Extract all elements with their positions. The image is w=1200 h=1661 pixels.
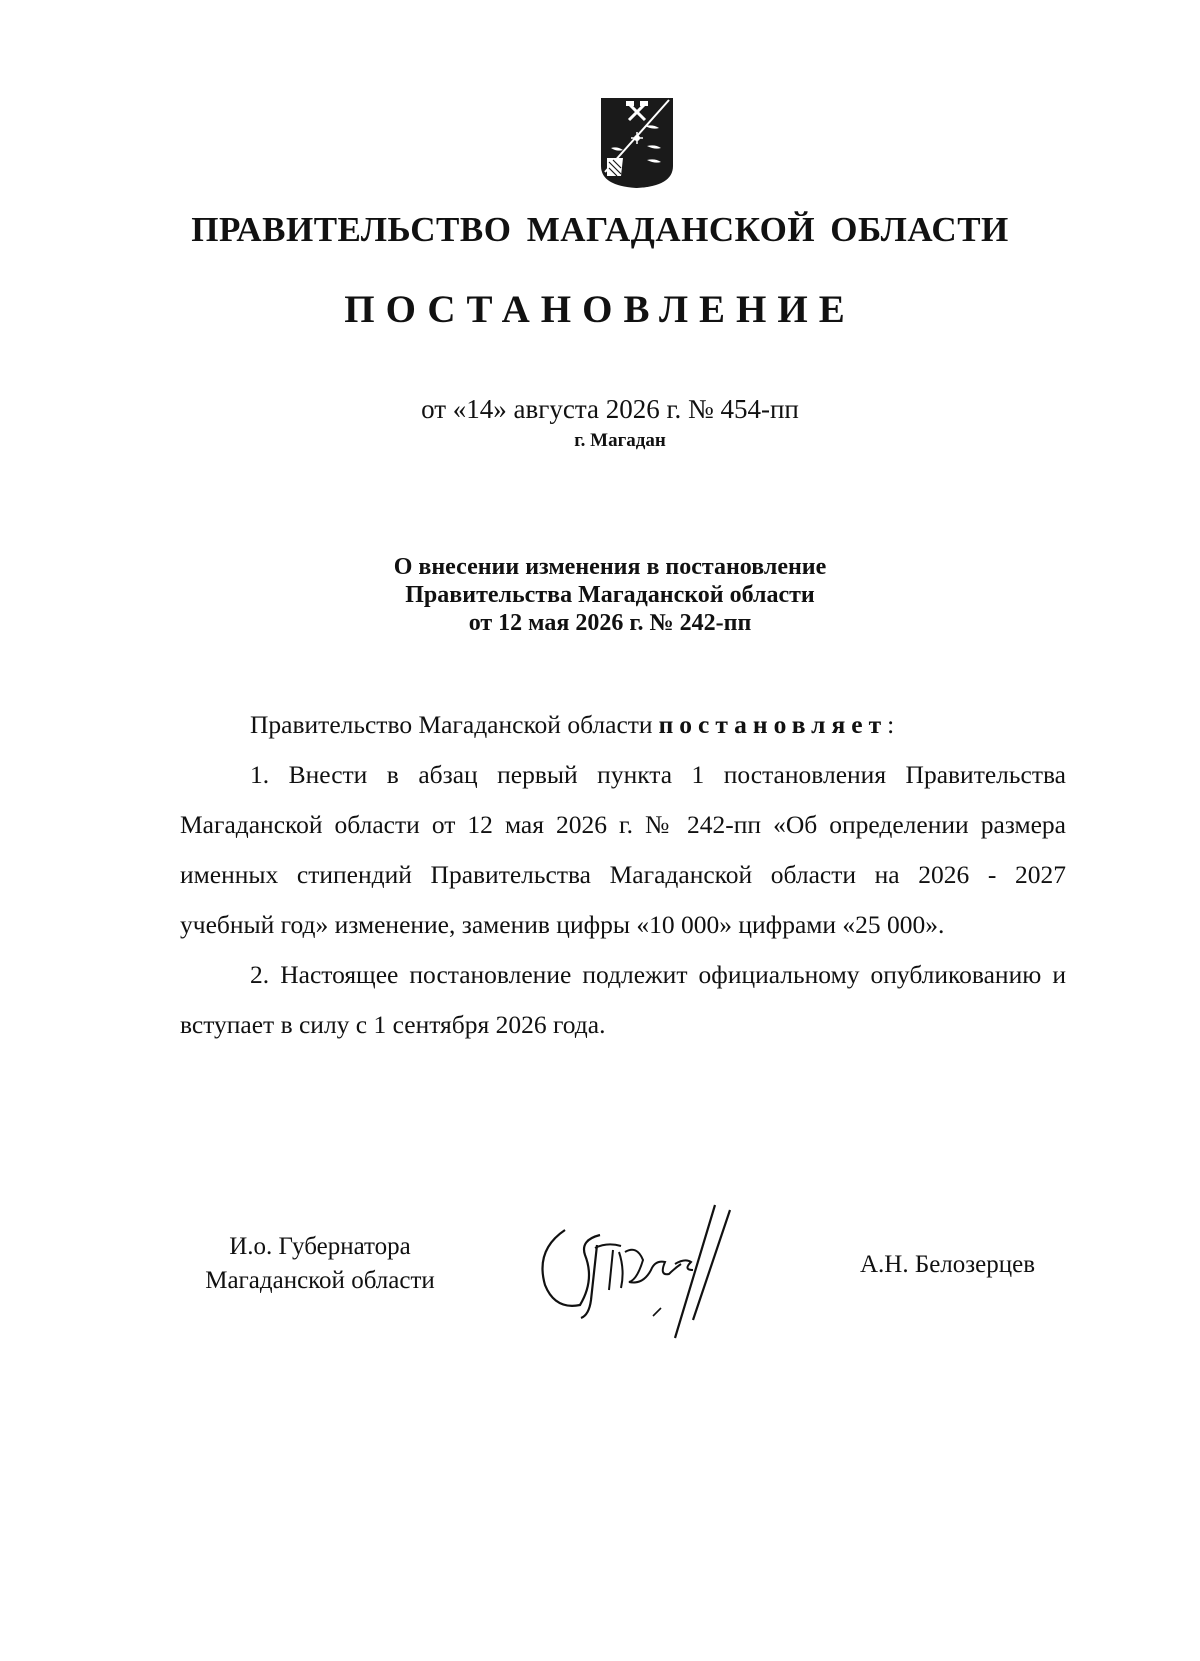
paragraph-1: 1. Внести в абзац первый пункта 1 постановления Правительства Магаданской области от 12 мая 2026 г. № 242-пп «Об определении размера именных стипендий Правительства Магаданской области на 2026 - 2027 учебный год» изменение, заменив цифры «10 000» цифрами «25 000». [180, 760, 1066, 939]
paragraph-2: 2. Настоящее постановление подлежит официальному опубликованию и вступает в силу с 1 сентября 2026 года. [180, 960, 1066, 1039]
signature-block [0, 1220, 1200, 1340]
coat-of-arms-icon [599, 96, 675, 190]
intro-colon: : [887, 710, 895, 739]
position-line: Магаданской области [205, 1267, 435, 1294]
document-body [180, 700, 1066, 1050]
government-name: ПРАВИТЕЛЬСТВО МАГАДАНСКОЙ ОБЛАСТИ [191, 210, 1009, 249]
signatory-name: А.Н. Белозерцев [860, 1251, 1036, 1278]
document-subject [0, 553, 1200, 637]
subject-line: Правительства Магаданской области [405, 582, 815, 608]
document-city: г. Магадан [574, 430, 666, 451]
document-date-number: от «14» августа 2026 г. № 454-пп [421, 394, 799, 424]
handwritten-signature-icon [525, 1190, 765, 1340]
subject-line: от 12 мая 2026 г. № 242-пп [468, 610, 752, 636]
intro-paragraph [180, 700, 1066, 750]
intro-verb: постановляет [658, 710, 888, 739]
subject-line: О внесении изменения в постановление [393, 554, 827, 580]
document-type: ПОСТАНОВЛЕНИЕ [344, 288, 856, 331]
signatory-position [180, 1230, 460, 1298]
position-line: И.о. Губернатора [229, 1233, 411, 1260]
intro-text: Правительство Магаданской области [250, 710, 653, 739]
